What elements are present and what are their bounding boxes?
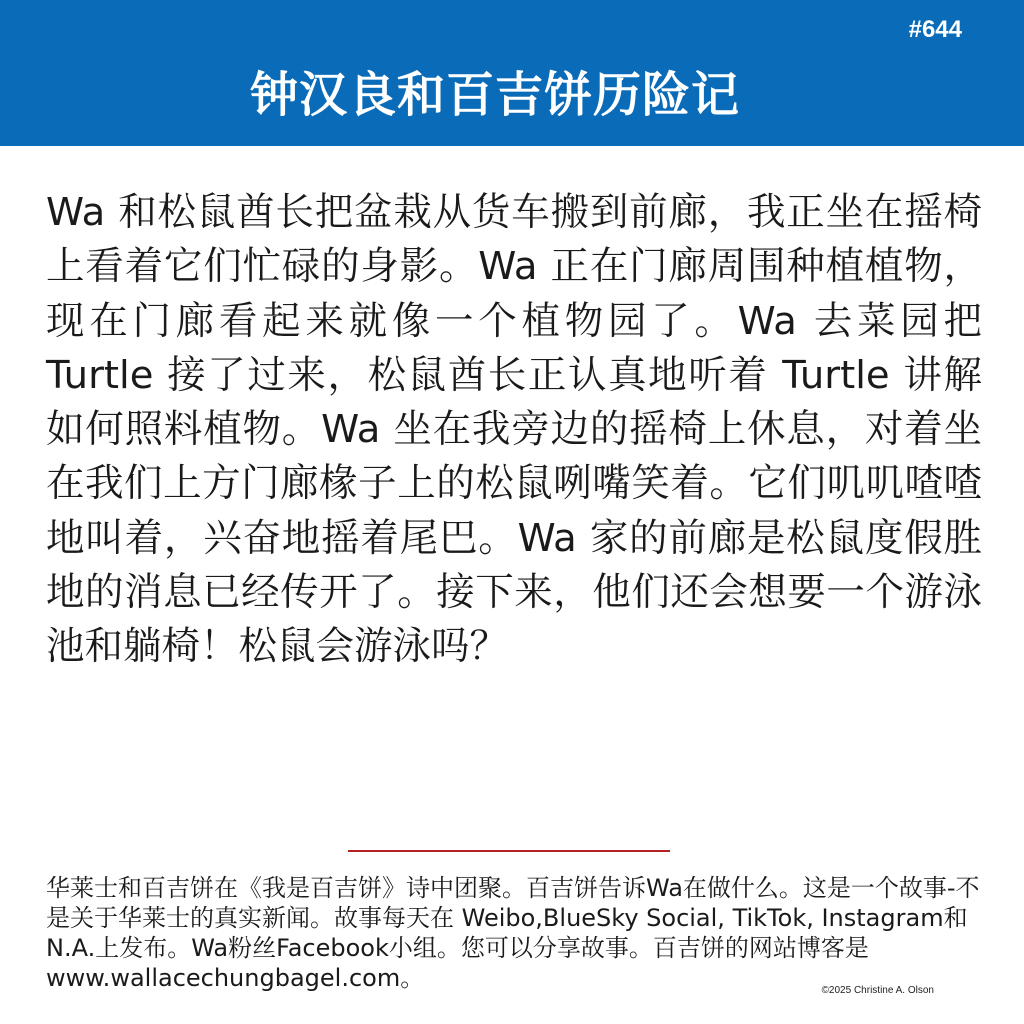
copyright-notice: ©2025 Christine A. Olson xyxy=(821,985,934,996)
page-title: 钟汉良和百吉饼历险记 xyxy=(249,67,740,123)
story-text: Wa 和松鼠酋长把盆栽从货车搬到前廊，我正坐在摇椅上看着它们忙碌的身影。Wa 正在门廊周围种植植物，现在门廊看起来就像一个植物园了。Wa 去菜园把 Turtle 接了过来，松鼠酋长正认真地听着 Turtle 讲解如何照料植物。Wa 坐在我旁边的摇椅上休息，对着坐在我们上方门廊椽子上的松鼠咧嘴笑着。它们叽叽喳喳地叫着，兴奋地摇着尾巴。Wa 家的前廊是松鼠度假胜地的消息已经传开了。接下来，他们还会想要一个游泳池和躺椅！松鼠会游泳吗？ xyxy=(46,190,982,670)
section-divider xyxy=(348,850,670,852)
footer-note: 华莱士和百吉饼在《我是百吉饼》诗中团聚。百吉饼告诉Wa在做什么。这是一个故事-不是关于华莱士的真实新闻。故事每天在 Weibo,BlueSky Social, TikTok, Instagram和N.A.上发布。Wa粉丝Facebook小组。您可以分享故事。百吉饼的网站博客是www.wallacechungbagel.com。 xyxy=(46,874,980,992)
episode-number: #644 xyxy=(908,16,962,43)
title-banner xyxy=(0,0,1024,146)
